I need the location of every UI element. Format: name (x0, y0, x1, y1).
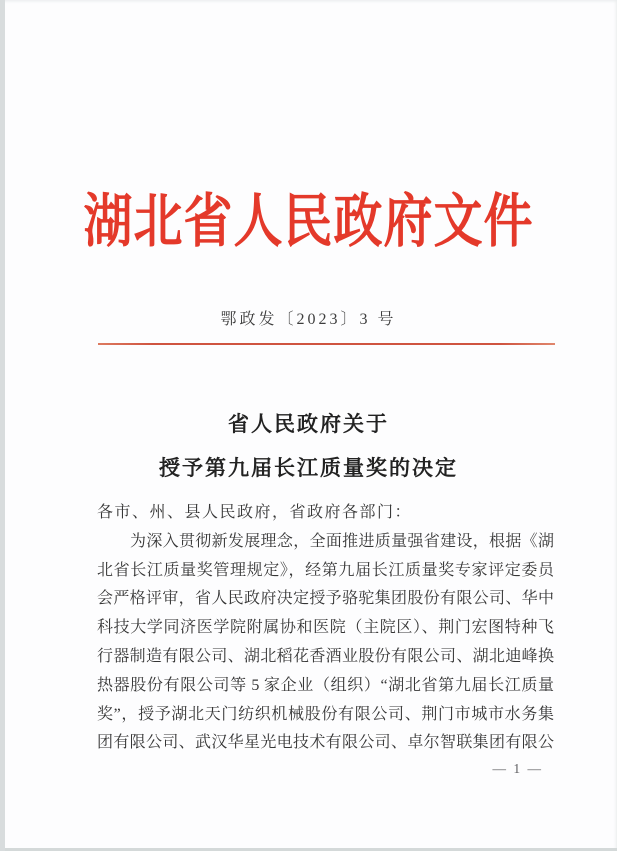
page-number: — 1 — (492, 761, 543, 776)
document-title (0, 402, 617, 490)
body-line: 科技大学同济医学院附属协和医院（主院区）、荆门宏图特种飞 (97, 619, 554, 637)
body-line: 热器股份有限公司等 5 家企业（组织）“湖北省第九届长江质量 (97, 676, 554, 694)
body-line: 为深入贯彻新发展理念，全面推进质量强省建设，根据《湖 (130, 532, 554, 550)
red-separator-rule (98, 343, 555, 345)
body-line: 奖”，授予湖北天门纺织机械股份有限公司、荆门市城市水务集 (97, 705, 554, 723)
document-number: 鄂政发〔2023〕3 号 (220, 311, 397, 328)
body-line: 团有限公司、武汉华星光电技术有限公司、卓尔智联集团有限公 (97, 734, 554, 752)
document-title-line2: 授予第九届长江质量奖的决定 (159, 456, 458, 480)
body-line: 行器制造有限公司、湖北稻花香酒业股份有限公司、湖北迪峰换 (97, 647, 554, 665)
red-header-title: 湖北省人民政府文件 (83, 188, 534, 254)
document-body (97, 499, 554, 758)
document-title-line1: 省人民政府关于 (228, 412, 389, 436)
salutation-line: 各市、州、县人民政府，省政府各部门： (97, 504, 413, 521)
body-line: 会严格评审，省人民政府决定授予骆驼集团股份有限公司、华中 (97, 590, 554, 608)
body-line: 北省长江质量奖管理规定》，经第九届长江质量奖专家评定委员 (97, 561, 554, 579)
